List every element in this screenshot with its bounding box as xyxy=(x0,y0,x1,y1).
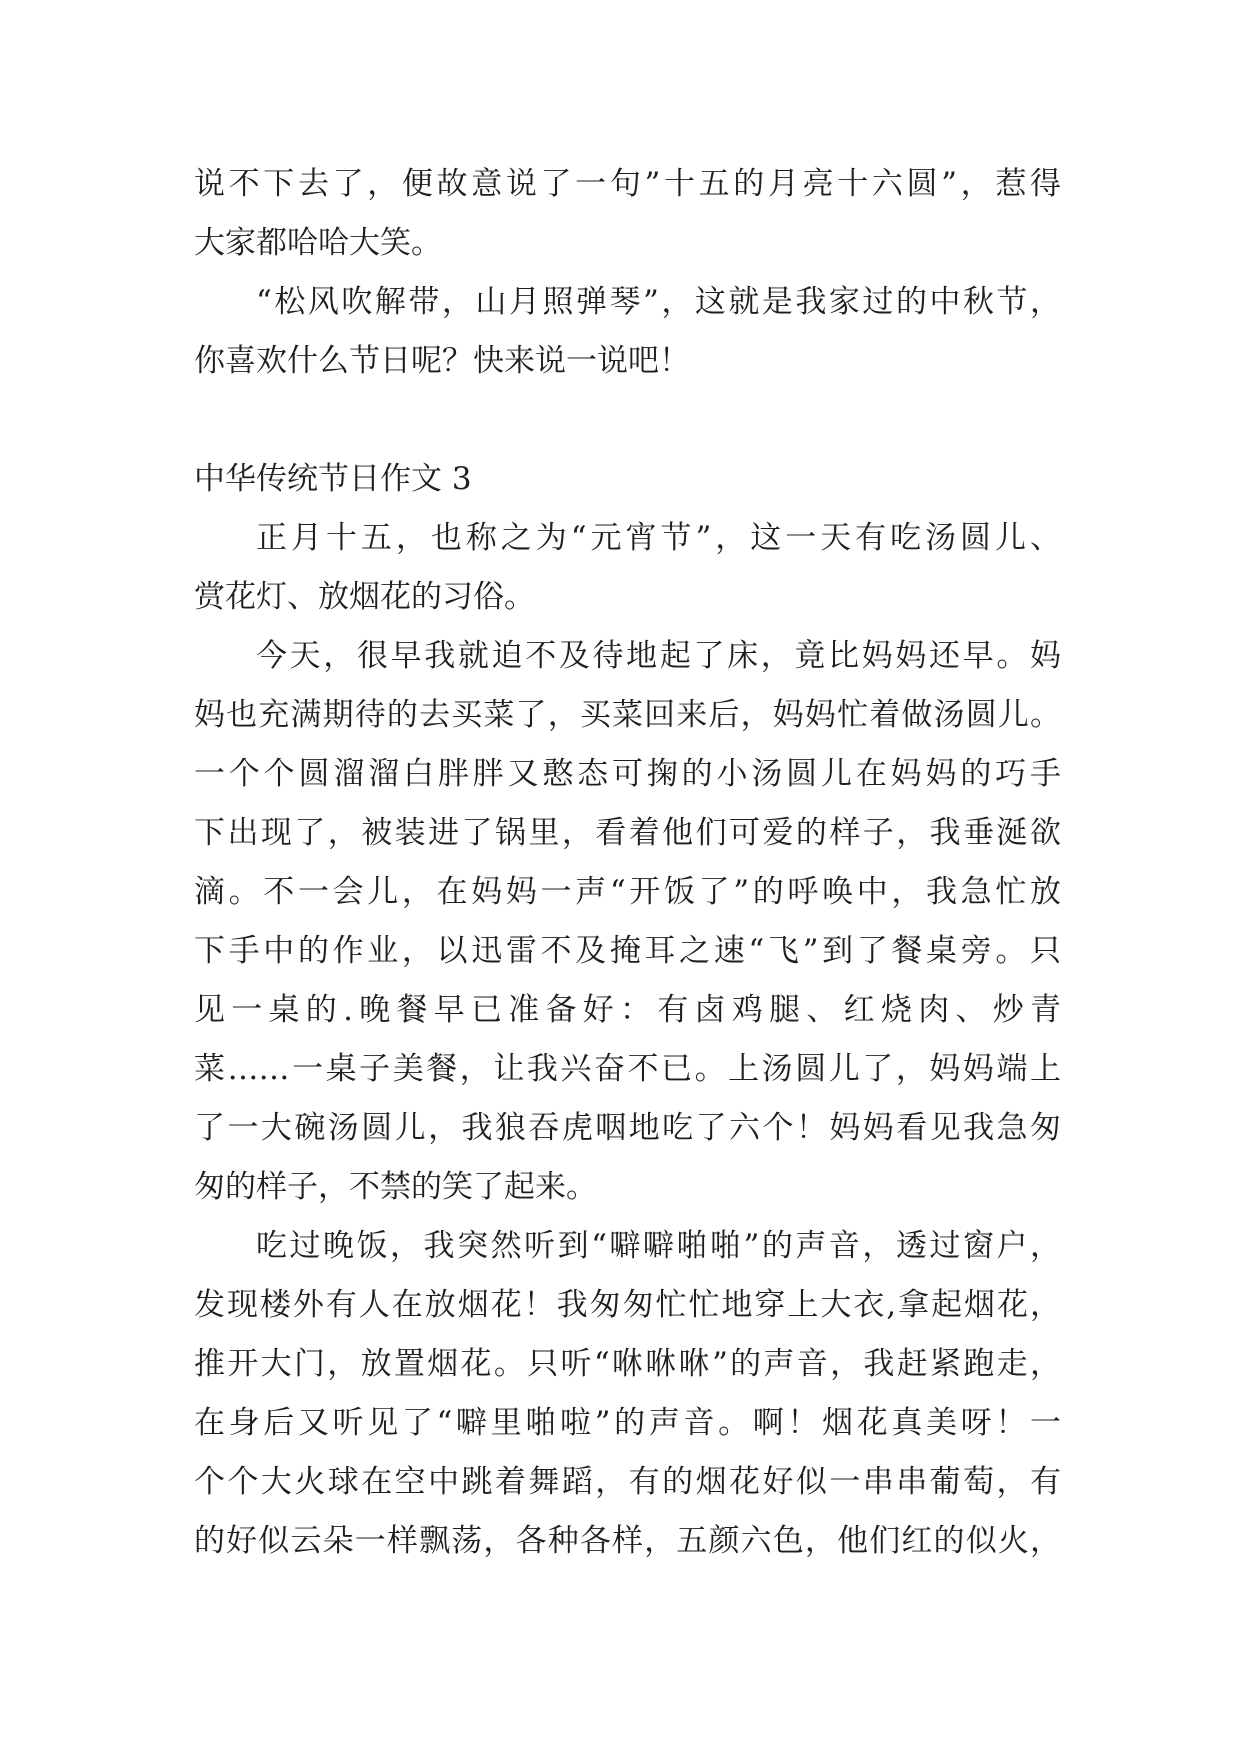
paragraph-line: 个个大火球在空中跳着舞蹈，有的烟花好似一串串葡萄，有 xyxy=(194,1464,1061,1500)
paragraph-line: 赏花灯、放烟花的习俗。 xyxy=(194,579,535,615)
paragraph-line: 滴。不一会儿，在妈妈一声“开饭了”的呼唤中，我急忙放 xyxy=(194,874,1061,910)
paragraph-line: 在身后又听见了“噼里啪啦”的声音。啊！烟花真美呀！一 xyxy=(194,1405,1061,1441)
paragraph-line: 正月十五，也称之为“元宵节”，这一天有吃汤圆儿、 xyxy=(256,520,1061,556)
paragraph xyxy=(194,1217,1061,1571)
paragraph-line: 发现楼外有人在放烟花！我匆匆忙忙地穿上大衣,拿起烟花， xyxy=(194,1287,1061,1323)
paragraph-line: 说不下去了，便故意说了一句”十五的月亮十六圆”，惹得 xyxy=(194,166,1061,202)
paragraph-line: 吃过晚饭，我突然听到“噼噼啪啪”的声音，透过窗户， xyxy=(256,1228,1061,1264)
paragraph-line: 你喜欢什么节日呢？快来说一说吧！ xyxy=(194,343,690,379)
paragraph-line: 推开大门，放置烟花。只听“咻咻咻”的声音，我赶紧跑走， xyxy=(194,1346,1061,1382)
paragraph-line: 大家都哈哈大笑。 xyxy=(194,225,442,261)
paragraph-line: 匆的样子，不禁的笑了起来。 xyxy=(194,1169,597,1205)
paragraph xyxy=(194,155,1061,273)
paragraph-line: 今天，很早我就迫不及待地起了床，竟比妈妈还早。妈 xyxy=(256,638,1061,674)
section-title: 中华传统节日作文 3 xyxy=(194,461,472,497)
paragraph-line: 了一大碗汤圆儿，我狼吞虎咽地吃了六个！妈妈看见我急匆 xyxy=(194,1110,1061,1146)
paragraph-line: 下出现了，被装进了锅里，看着他们可爱的样子，我垂涎欲 xyxy=(194,815,1061,851)
document-body xyxy=(194,155,1061,1571)
paragraph-line: 一个个圆溜溜白胖胖又憨态可掬的小汤圆儿在妈妈的巧手 xyxy=(194,756,1061,792)
paragraph xyxy=(194,627,1061,1217)
paragraph-line: 下手中的作业，以迅雷不及掩耳之速“飞”到了餐桌旁。只 xyxy=(194,933,1061,969)
paragraph xyxy=(194,273,1061,391)
paragraph-line: “松风吹解带，山月照弹琴”，这就是我家过的中秋节， xyxy=(256,284,1061,320)
paragraph-line: 妈也充满期待的去买菜了，买菜回来后，妈妈忙着做汤圆儿。 xyxy=(194,697,1061,733)
paragraph-line: 的好似云朵一样飘荡，各种各样，五颜六色，他们红的似火， xyxy=(194,1523,1061,1559)
paragraph-line: 见一桌的.晚餐早已准备好：有卤鸡腿、红烧肉、炒青 xyxy=(194,992,1061,1028)
paragraph xyxy=(194,509,1061,627)
paragraph-line: 菜……一桌子美餐，让我兴奋不已。上汤圆儿了，妈妈端上 xyxy=(194,1051,1061,1087)
